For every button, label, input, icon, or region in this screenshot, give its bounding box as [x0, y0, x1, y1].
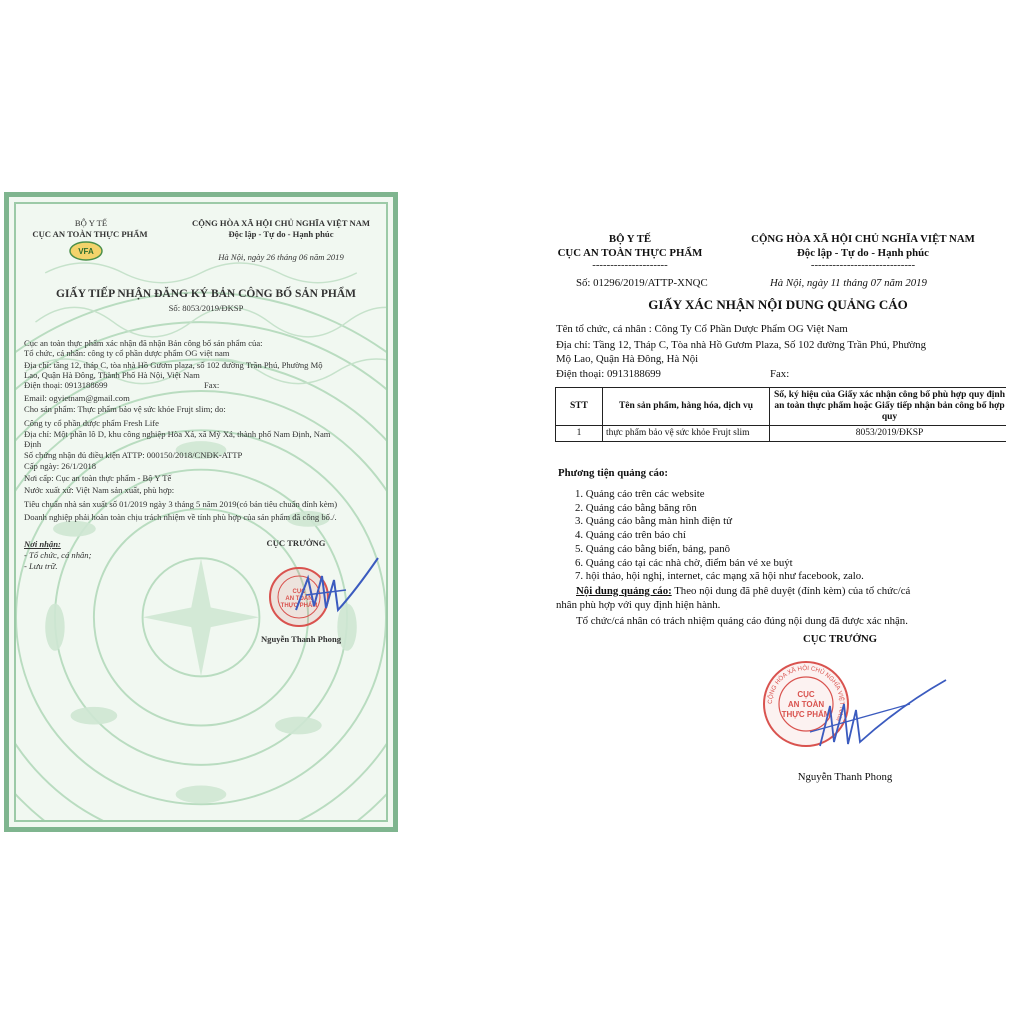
manufacturer-address-2: Định: [24, 439, 42, 449]
issuing-place-line: Nơi cấp: Cục an toàn thực phẩm - Bộ Y Tế: [24, 473, 172, 483]
signer-name: Nguyễn Thanh Phong: [260, 634, 342, 644]
national-motto: Độc lập - Tự do - Hạnh phúc: [228, 229, 334, 239]
signer-title: CỤC TRƯỞNG: [802, 633, 878, 645]
intro-line: Cục an toàn thực phẩm xác nhận đã nhận Bản công bố sản phẩm của:: [24, 338, 263, 348]
signer-name: Nguyễn Thanh Phong: [797, 771, 893, 783]
svg-text:CỤC: CỤC: [292, 589, 306, 595]
email-line: Email: ogvietnam@gmail.com: [24, 393, 130, 403]
content-label: Nội dung quảng cáo:: [576, 585, 672, 597]
media-label: Phương tiện quảng cáo:: [558, 467, 668, 479]
svg-text:CỤC: CỤC: [797, 690, 815, 699]
organization-line: Tên tổ chức, cá nhân : Công Ty Cổ Phần Dược Phẩm OG Việt Nam: [556, 323, 848, 335]
applicant-line: Tổ chức, cá nhân: công ty cổ phần dược phẩm OG việt nam: [24, 348, 230, 358]
document-number: Số: 01296/2019/ATTP-XNQC: [576, 277, 708, 289]
address-line-1: Địa chỉ: tầng 12, tháp C, tòa nhà Hồ Gươm plaza, số 102 đường Trần Phú, Phường Mộ: [24, 360, 323, 370]
standard-line: Tiêu chuẩn nhà sản xuất số 01/2019 ngày 3 tháng 5 năm 2019(có bản tiêu chuẩn đính kèm): [24, 499, 338, 509]
header-product-name: Tên sản phẩm, hàng hóa, dịch vụ: [603, 388, 770, 426]
document-title: GIẤY XÁC NHẬN NỘI DUNG QUẢNG CÁO: [648, 297, 908, 312]
table-header-row: [556, 388, 1007, 426]
media-item-3: 3. Quảng cáo bằng màn hình điện tử: [575, 515, 732, 527]
ministry-name: BỘ Y TẾ: [608, 233, 652, 245]
recipient-1: - Tổ chức, cá nhân;: [24, 550, 92, 560]
product-line: Cho sản phẩm: Thực phẩm bảo vệ sức khỏe Frujt slim; do:: [24, 404, 226, 414]
handwritten-signature: [286, 550, 386, 630]
agency-name: CỤC AN TOÀN THỰC PHẨM: [32, 229, 148, 239]
food-safety-cert-line: Số chứng nhận đủ điều kiện ATTP: 000150/2018/CNĐK-ATTP: [24, 450, 243, 460]
ministry-name: BỘ Y TẾ: [74, 218, 108, 228]
phone-line: Điện thoại: 0913188699: [556, 368, 661, 380]
svg-text:THỰC PHẨM: THỰC PHẨM: [781, 710, 831, 719]
handwritten-signature: [787, 676, 950, 756]
svg-text:THỰC PHẨM: THỰC PHẨM: [280, 603, 318, 609]
responsibility-line: Tổ chức/cá nhân có trách nhiệm quảng cáo đúng nội dung đã được xác nhận.: [576, 615, 908, 627]
address-line-2: Mộ Lao, Quận Hà Đông, Hà Nội: [556, 353, 699, 365]
svg-text:VFA: VFA: [78, 247, 94, 256]
content-text-2: nhân phù hợp với quy định hiện hành.: [556, 599, 721, 611]
media-item-2: 2. Quảng cáo bằng băng rôn: [575, 502, 697, 514]
header-divider-left: ---------------------: [592, 259, 668, 271]
header-stt: STT: [556, 388, 603, 426]
recipient-2: - Lưu trữ.: [24, 561, 58, 571]
vfa-logo: [68, 240, 104, 262]
media-item-5: 5. Quảng cáo bằng biển, bảng, panô: [575, 543, 731, 555]
manufacturer-address-1: Địa chỉ: Một phần lô D, khu công nghiệp Hòa Xá, xã Mỹ Xá, thành phố Nam Định, Nam: [24, 429, 331, 439]
country-name: CỘNG HÒA XÃ HỘI CHỦ NGHĨA VIỆT NAM: [191, 218, 371, 228]
media-item-7: 7. hội thảo, hội nghị, internet, các mạng xã hội như facebook, zalo.: [575, 570, 864, 582]
fax-line: Fax:: [204, 380, 220, 390]
issue-date: Hà Nội, ngày 11 tháng 07 năm 2019: [770, 277, 927, 289]
document-number: Số: 8053/2019/ĐKSP: [168, 303, 244, 313]
food-product-registration-certificate: [4, 192, 398, 832]
document-title: GIẤY TIẾP NHẬN ĐĂNG KÝ BẢN CÔNG BỐ SẢN PHẨM: [56, 288, 356, 300]
country-name: CỘNG HÒA XÃ HỘI CHỦ NGHĨA VIỆT NAM: [751, 233, 975, 245]
content-line-1: [576, 585, 910, 598]
certificate-inner-border: [14, 202, 388, 822]
header-divider-right: -----------------------------: [810, 259, 916, 271]
media-item-6: 6. Quảng cáo tại các nhà chờ, điểm bán vé xe buýt: [575, 557, 793, 569]
responsibility-line: Doanh nghiệp phải hoàn toàn chịu trách nhiệm về tính phù hợp của sản phẩm đã công bố./.: [24, 512, 337, 522]
stamp-ring-text: CỘNG HÒA XÃ HỘI CHỦ NGHĨA VIỆT NAM: [766, 664, 846, 723]
signer-title: CỤC TRƯỞNG: [266, 538, 326, 548]
recipients-label: Nơi nhận:: [24, 539, 61, 549]
table-row: [556, 426, 1007, 442]
advertising-content-confirmation: [490, 192, 1006, 804]
cell-stt: 1: [556, 426, 603, 442]
cell-product-name: thực phẩm bảo vệ sức khỏe Frujt slim: [603, 426, 770, 442]
cell-certificate: 8053/2019/ĐKSP: [770, 426, 1007, 442]
address-line-1: Địa chỉ: Tầng 12, Tháp C, Tòa nhà Hồ Gươm Plaza, Số 102 đường Trần Phú, Phường: [556, 339, 926, 351]
svg-text:AN TOÀN: AN TOÀN: [285, 596, 313, 602]
manufacturer-line: Công ty cổ phần dược phẩm Fresh Life: [24, 418, 159, 428]
media-item-1: 1. Quảng cáo trên các website: [575, 488, 705, 500]
content-text-1: Theo nội dung đã phê duyệt (đính kèm) của tổ chức/cá: [671, 585, 911, 597]
issued-date-line: Cấp ngày: 26/1/2018: [24, 461, 97, 471]
svg-text:AN TOÀN: AN TOÀN: [787, 700, 825, 709]
agency-name: CỤC AN TOÀN THỰC PHẨM: [557, 247, 703, 259]
national-motto: Độc lập - Tự do - Hạnh phúc: [797, 247, 929, 259]
phone-line: Điện thoại: 0913188699: [24, 380, 108, 390]
fax-line: Fax:: [770, 368, 790, 380]
product-table: [555, 387, 1006, 442]
origin-line: Nước xuất xứ: Việt Nam sản xuất, phù hợp:: [24, 485, 175, 495]
header-certificate: Số, ký hiệu của Giấy xác nhận công bố phù hợp quy định an toàn thực phẩm hoặc Giấy tiếp nhận bản công bố hợp quy: [770, 388, 1007, 426]
issue-date: Hà Nội, ngày 26 tháng 06 năm 2019: [218, 252, 344, 262]
media-item-4: 4. Quảng cáo trên báo chí: [575, 529, 686, 541]
address-line-2: Lao, Quận Hà Đông, Thành Phố Hà Nội, Việt Nam: [24, 370, 200, 380]
